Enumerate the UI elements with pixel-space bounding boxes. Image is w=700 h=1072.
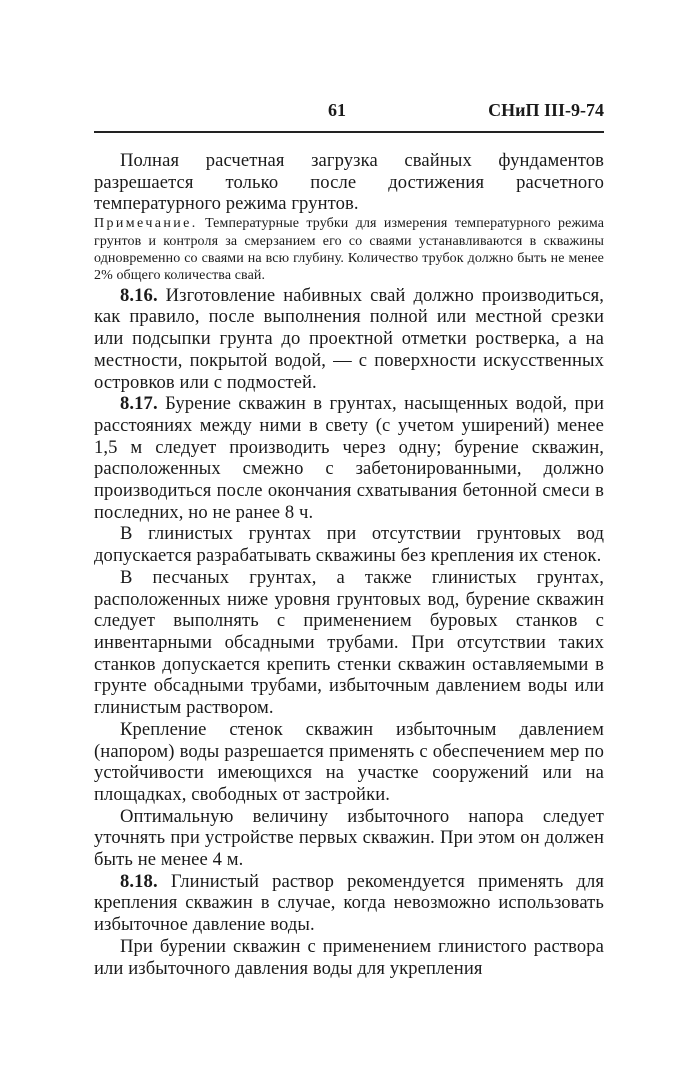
sand-soil-paragraph: В песчаных грунтах, а также глинистых грунтах, расположенных ниже уровня грунтовых вод, бурение скважин следует выполнять с применением буровых станков с инвентарными обсадными трубами. При отсутствии таких станков допускается крепить стенки скважин оставляемыми в грунте обсадными трубами, избыточным давлением воды или глинистым раствором. — [94, 566, 604, 719]
section-8-18 — [94, 871, 604, 936]
section-text: Изготовление набивных свай должно производиться, как правило, после выполнения полной или местной срезки или подсыпки грунта до проектной отметки ростверка, а на местности, покрытой водой, — с поверхности искусственных островков или с подмостей. — [94, 284, 605, 393]
header-rule — [94, 131, 604, 133]
clay-soil-paragraph: В глинистых грунтах при отсутствии грунтовых вод допускается разрабатывать скважины без крепления их стенок. — [94, 523, 604, 567]
section-text: Глинистый раствор рекомендуется применять для крепления скважин в случае, когда невозможно использовать избыточное давление воды. — [94, 870, 605, 936]
page-header — [94, 100, 604, 126]
section-number: 8.16. — [120, 284, 158, 306]
section-8-16 — [94, 285, 604, 394]
document-code: СНиП III-9-74 — [488, 100, 604, 120]
section-text: Бурение скважин в грунтах, насыщенных водой, при расстояниях между ними в свету (с учетом уширений) менее 1,5 м следует производить через одну; бурение скважин, расположенных смежно с забетонированными, должно производиться после окончания схватывания бетонной смеси в последних, но не ранее 8 ч. — [94, 393, 604, 523]
optimal-pressure-paragraph: Оптимальную величину избыточного напора следует уточнять при устройстве первых скважин. При этом он должен быть не менее 4 м. — [94, 805, 604, 871]
section-8-17 — [94, 393, 604, 523]
section-number: 8.18. — [120, 870, 158, 892]
note-text: Температурные трубки для измерения температурного режима грунтов и контроля за смерзанием его со сваями устанавливаются в скважины одновременно со сваями на всю глубину. Количество трубок должно быть не менее 2% общего количества свай. — [94, 216, 605, 284]
last-paragraph: При бурении скважин с применением глинистого раствора или избыточного давления воды для укрепления — [94, 935, 604, 979]
intro-paragraph: Полная расчетная загрузка свайных фундаментов разрешается только после достижения расчетного температурного режима грунтов. — [94, 150, 604, 215]
page-number: 61 — [328, 100, 346, 120]
section-number: 8.17. — [120, 393, 158, 415]
pressure-paragraph: Крепление стенок скважин избыточным давлением (напором) воды разрешается применять с обеспечением мер по устойчивости имеющихся на участке сооружений или на площадках, свободных от застройки. — [94, 718, 604, 805]
body-text — [94, 150, 604, 979]
note-label: Примечание. — [94, 216, 198, 232]
note-paragraph — [94, 215, 604, 285]
